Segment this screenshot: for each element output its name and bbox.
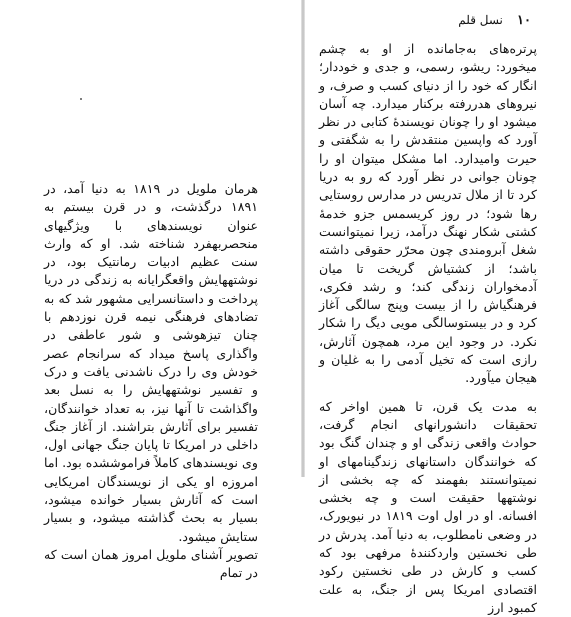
- running-header: [426, 12, 531, 29]
- left-page-body: [44, 180, 258, 583]
- right-paragraph-1: پرترەهای بەجامانده از او به چشم میخورد: ریشو، رسمی، و جدی و خوددار؛ انگار که خود را از دنیای کسب و صرف، و نیروهای هدررفته برکنار میدارد. چه آسان میشود او را چونان نویسندهٔ کتابی در نظر آورد که واپسین منتقدش را به شگفتی و حیرت وامیدارد. اما مشکل میتوان او را چونان جوانی در نظر آورد که رو به دریا کرد تا از ملال تدریس در مدارس روستایی رها شود؛ در روز کریسمس جزو خدمهٔ کشتی شکار نهنگ درآمد، زیرا نمیتوانست شغل آبرومندی چون محرّر حقوقی داشته باشد؛ از کشتیاش گریخت تا میان آدمخواران زندگی کند؛ و رشد فکری، فرهنگیاش را از بیست وپنج سالگی آغاز کرد و در بیستوسالگی مویی دیگ را شکار نکرد. در وجود این مرد، همچون آثارش، رازی است که تخیل آدمی را به غلیان و هیجان میآورد.: [319, 41, 537, 386]
- left-paragraph-2: تصویر آشنای ملویل امروز همان است که در تمام: [44, 546, 258, 581]
- right-page: [304, 0, 571, 615]
- paragraph-gap: [319, 388, 537, 398]
- left-paragraph-1: هرمان ملویل در ۱۸۱۹ به دنیا آمد، در ۱۸۹۱ درگذشت، و در قرن بیستم به عنوان نویسندهای با ویژگیهای منحصربهفرد شناخته شد. او که وارث سنت عظیم ادبیات رمانتیک بود، در نوشتههایش واقعگرایانه به زندگی در دریا پرداخت و داستانسرایی مشهور شد که به تضادهای فرهنگی نیمه قرن نوزدهم با چنان تیزهوشی و شور عاطفی در واگذاری پاسخ میداد که سرانجام عصر خودش وی را درک ناشدنی یافت و درک و تفسیر نوشتههایش را به نسل بعد واگذاشت تا آنها نیز، به تعداد خوانندگان، تفسیر برای آثارش بتراشند. از آغاز جنگ داخلی در امریکا تا پایان جنگ جهانی اول، وی نویسندهای کاملاً فراموششده بود. اما امروزه او یکی از نویسندگان امریکایی است که آثارش بسیار خوانده میشود، بسیار به بحث گذاشته میشود، و بسیار ستایش میشود.: [44, 181, 258, 544]
- right-page-body: [319, 40, 537, 617]
- page-number: ۱۰: [517, 13, 531, 28]
- right-paragraph-2: به مدت یک قرن، تا همین اواخر که تحقیقات دانشورانهای انجام گرفت، حوادث واقعی زندگی او و چندان گنگ بود که خوانندگان داستانهای زندگینامهای او نمیتوانستند بفهمند که چه بخشی از نوشتهها حقیقت است و چه بخشی افسانه. او در اول اوت ۱۸۱۹ در نیویورک، در وضعی نامطلوب، به دنیا آمد. پدرش در طی نخستین واردکنندهٔ مرفهی بود که کسب و کارش در طی نخستین رکود اقتصادی امریکا پس از جنگ، به علت کمبود ارز: [319, 398, 537, 615]
- running-title: نسل قلم: [458, 13, 503, 27]
- page-speck: [80, 98, 82, 100]
